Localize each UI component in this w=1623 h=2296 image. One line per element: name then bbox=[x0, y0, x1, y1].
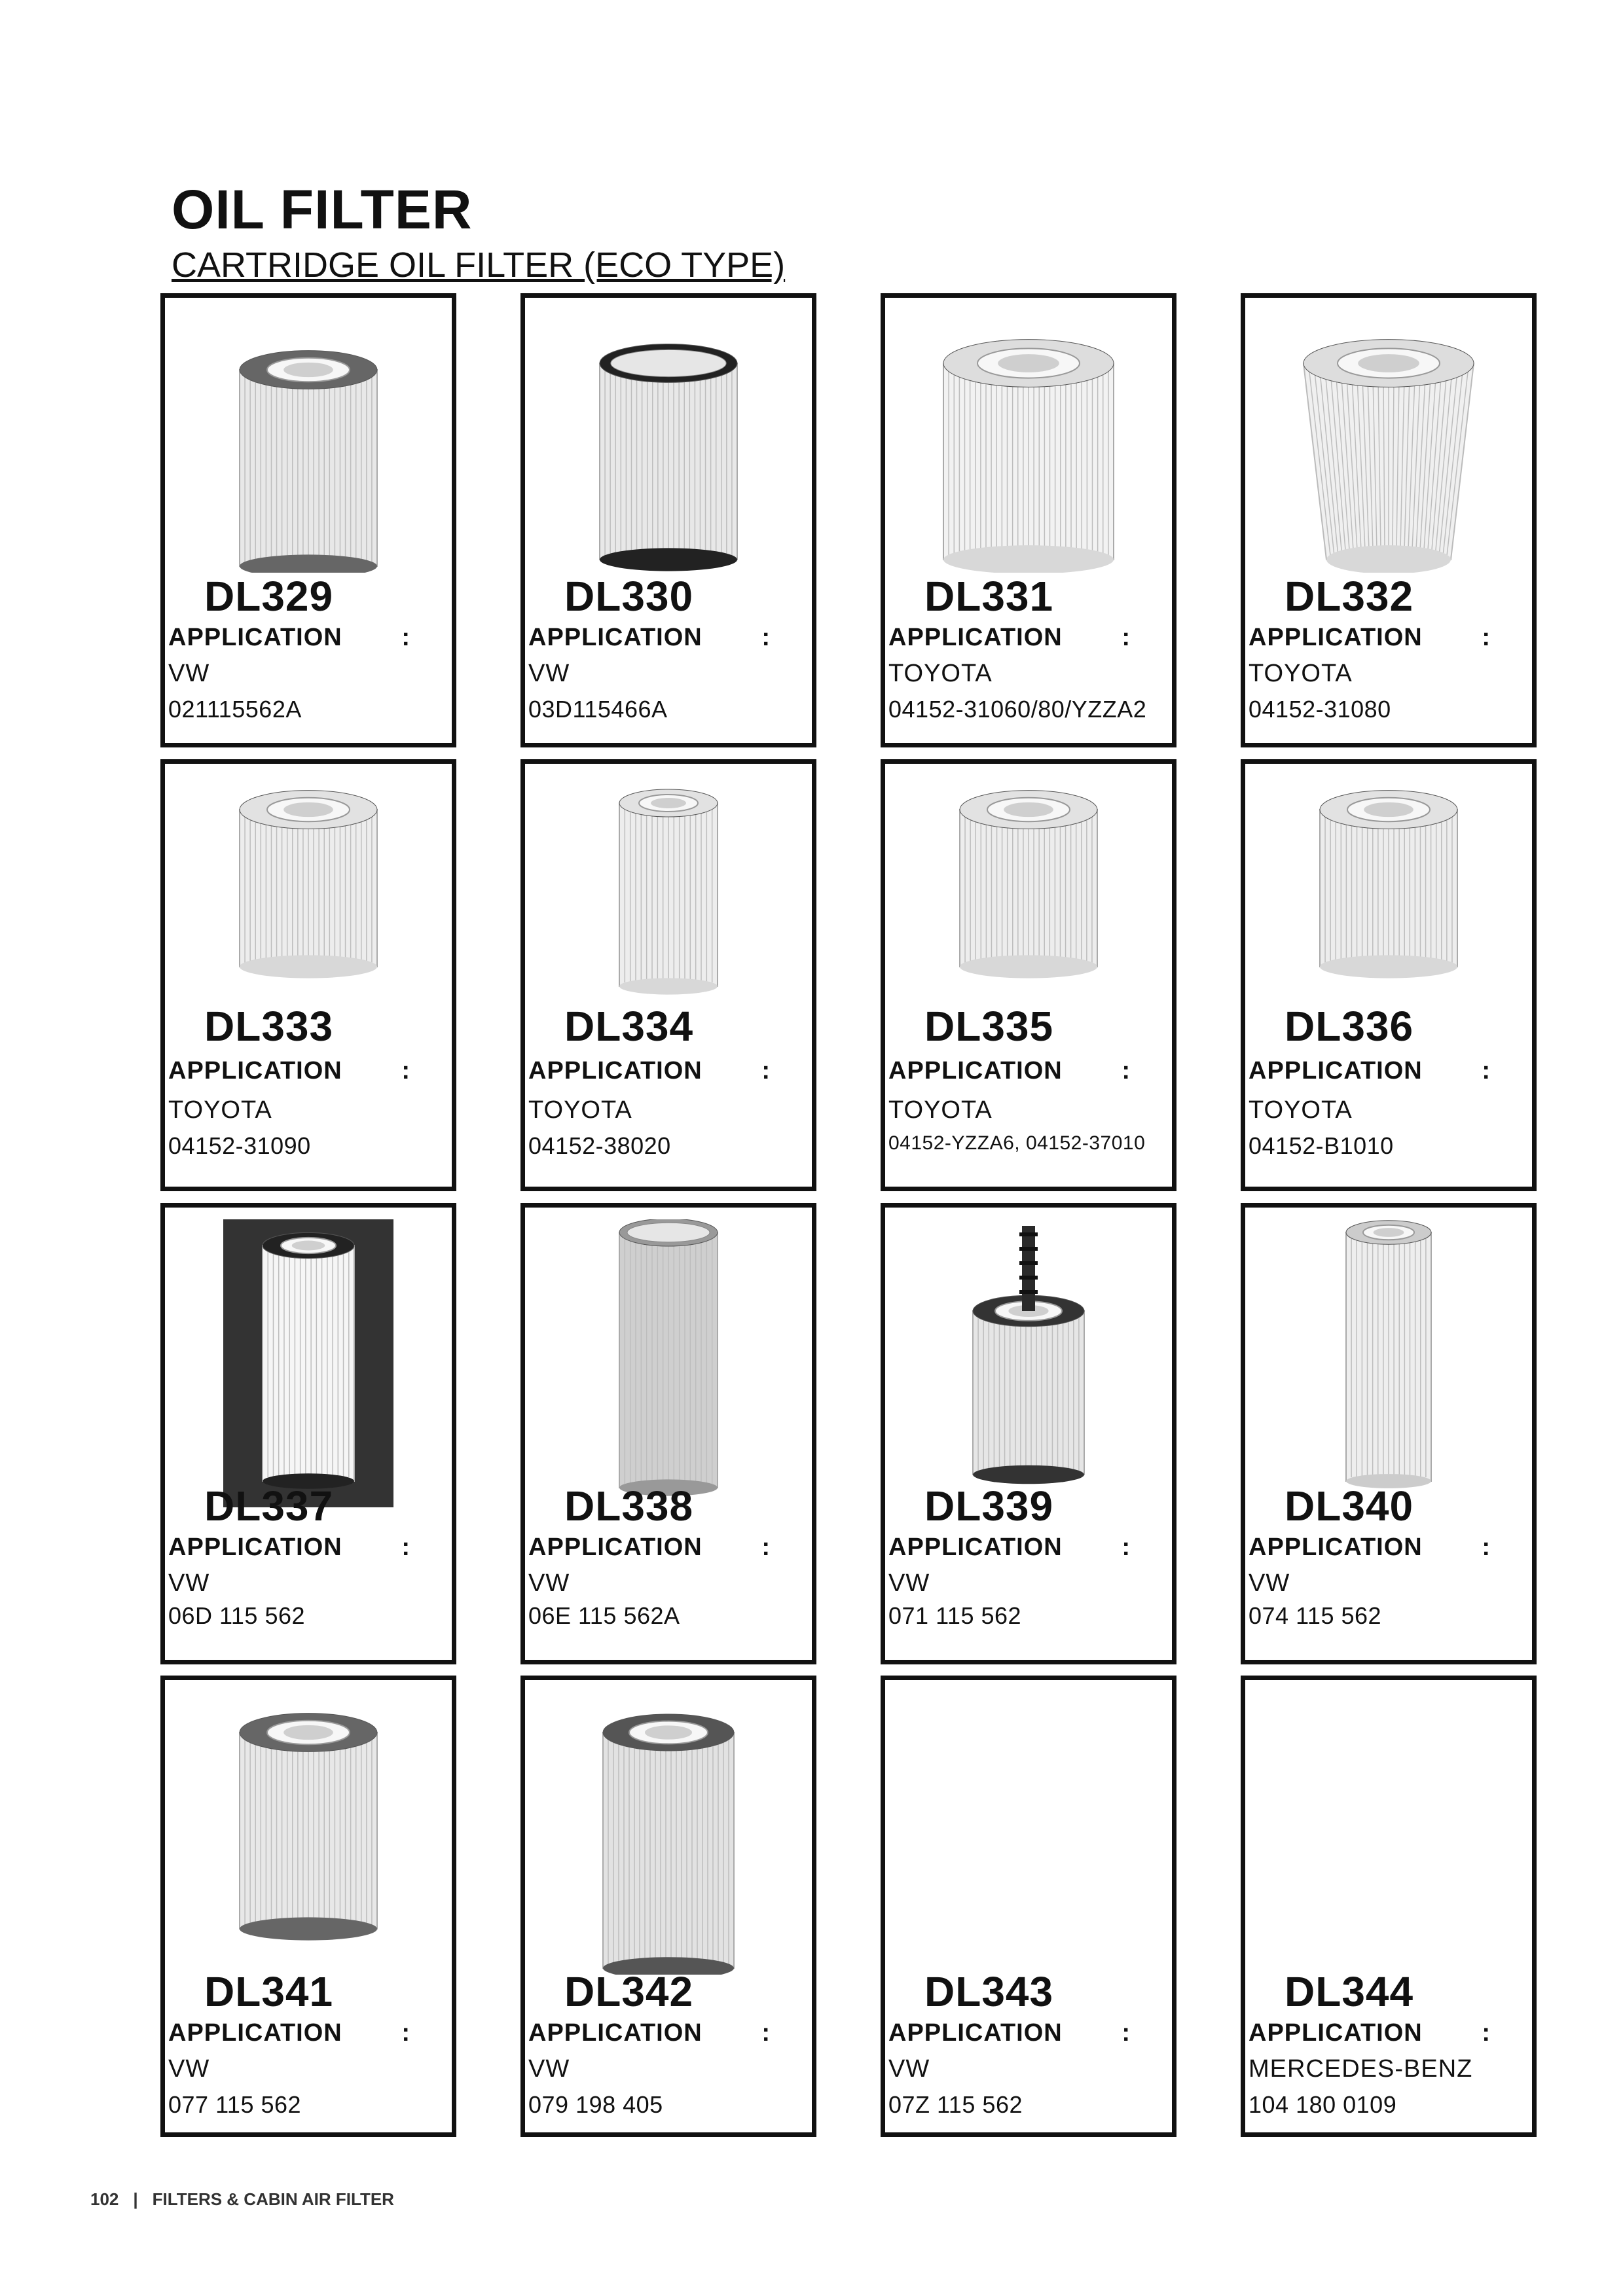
application-colon: : bbox=[1122, 1534, 1130, 1561]
oem-part-number: 077 115 562 bbox=[168, 2091, 302, 2118]
product-code: DL344 bbox=[1285, 1968, 1414, 2015]
product-code: DL337 bbox=[204, 1482, 334, 1530]
oem-part-number: 07Z 115 562 bbox=[888, 2091, 1023, 2118]
application-colon: : bbox=[1482, 624, 1490, 651]
application-colon: : bbox=[401, 1057, 410, 1085]
filter-image bbox=[930, 1219, 1127, 1507]
application-label: APPLICATION bbox=[888, 1057, 1063, 1085]
filter-image bbox=[570, 1700, 767, 1975]
application-label: APPLICATION bbox=[528, 1057, 702, 1085]
application-label: APPLICATION bbox=[168, 1534, 342, 1561]
application-colon: : bbox=[401, 1534, 410, 1561]
product-card bbox=[160, 293, 456, 747]
vehicle-make: VW bbox=[888, 2055, 930, 2083]
product-code: DL335 bbox=[924, 1003, 1054, 1050]
vehicle-make: VW bbox=[168, 660, 210, 687]
application-colon: : bbox=[1122, 624, 1130, 651]
filter-image bbox=[1290, 337, 1487, 573]
product-card bbox=[881, 1676, 1176, 2137]
page-footer bbox=[90, 2189, 394, 2210]
vehicle-make: MERCEDES-BENZ bbox=[1249, 2055, 1473, 2083]
vehicle-make: TOYOTA bbox=[888, 1096, 993, 1124]
application-label: APPLICATION bbox=[168, 1057, 342, 1085]
application-label: APPLICATION bbox=[1249, 2019, 1423, 2047]
application-colon: : bbox=[1482, 2019, 1490, 2047]
oem-part-number: 04152-31090 bbox=[168, 1132, 311, 1159]
product-card bbox=[1241, 759, 1537, 1191]
oem-part-number: 071 115 562 bbox=[888, 1602, 1022, 1629]
product-card bbox=[520, 1203, 816, 1664]
product-card bbox=[1241, 1203, 1537, 1664]
oem-part-number: 079 198 405 bbox=[528, 2091, 663, 2118]
application-label: APPLICATION bbox=[168, 2019, 342, 2047]
vehicle-make: VW bbox=[528, 2055, 570, 2083]
product-code: DL341 bbox=[204, 1968, 334, 2015]
filter-image bbox=[570, 337, 767, 573]
vehicle-make: VW bbox=[528, 1570, 570, 1597]
product-code: DL330 bbox=[564, 573, 694, 620]
application-colon: : bbox=[1122, 2019, 1130, 2047]
application-colon: : bbox=[761, 1534, 770, 1561]
product-card bbox=[160, 1203, 456, 1664]
product-code: DL329 bbox=[204, 573, 334, 620]
product-card bbox=[1241, 293, 1537, 747]
filter-image bbox=[210, 1700, 407, 1975]
product-card bbox=[160, 1676, 456, 2137]
oem-part-number: 03D115466A bbox=[528, 696, 668, 723]
oem-part-number: 021115562A bbox=[168, 696, 302, 723]
application-label: APPLICATION bbox=[528, 1534, 702, 1561]
application-label: APPLICATION bbox=[528, 2019, 702, 2047]
product-code: DL338 bbox=[564, 1482, 694, 1530]
oem-part-number: 074 115 562 bbox=[1249, 1602, 1382, 1629]
application-label: APPLICATION bbox=[168, 624, 342, 651]
application-colon: : bbox=[1122, 1057, 1130, 1085]
application-colon: : bbox=[401, 2019, 410, 2047]
product-code: DL340 bbox=[1285, 1482, 1414, 1530]
product-code: DL334 bbox=[564, 1003, 694, 1050]
oem-part-number: 04152-38020 bbox=[528, 1132, 671, 1159]
product-code: DL343 bbox=[924, 1968, 1054, 2015]
application-colon: : bbox=[401, 624, 410, 651]
oem-part-number: 04152-31080 bbox=[1249, 696, 1391, 723]
oem-part-number: 06D 115 562 bbox=[168, 1602, 306, 1629]
application-label: APPLICATION bbox=[1249, 1057, 1423, 1085]
oem-part-number: 104 180 0109 bbox=[1249, 2091, 1397, 2118]
filter-image bbox=[1290, 783, 1487, 1006]
product-code: DL331 bbox=[924, 573, 1054, 620]
vehicle-make: VW bbox=[168, 2055, 210, 2083]
filter-image bbox=[570, 1219, 767, 1507]
filter-image bbox=[210, 1219, 407, 1507]
footer-section: FILTERS & CABIN AIR FILTER bbox=[152, 2189, 394, 2209]
filter-image bbox=[570, 783, 767, 1006]
page-subtitle: CARTRIDGE OIL FILTER (ECO TYPE) bbox=[172, 245, 786, 285]
application-colon: : bbox=[761, 624, 770, 651]
filter-image bbox=[930, 783, 1127, 1006]
product-card bbox=[881, 759, 1176, 1191]
filter-image bbox=[210, 783, 407, 1006]
product-code: DL332 bbox=[1285, 573, 1414, 620]
vehicle-make: VW bbox=[888, 1570, 930, 1597]
product-code: DL336 bbox=[1285, 1003, 1414, 1050]
filter-image bbox=[1290, 1219, 1487, 1507]
vehicle-make: TOYOTA bbox=[888, 660, 993, 687]
oem-part-number: 04152-B1010 bbox=[1249, 1132, 1394, 1159]
product-code: DL333 bbox=[204, 1003, 334, 1050]
application-label: APPLICATION bbox=[888, 2019, 1063, 2047]
application-colon: : bbox=[1482, 1057, 1490, 1085]
vehicle-make: TOYOTA bbox=[1249, 660, 1353, 687]
vehicle-make: VW bbox=[528, 660, 570, 687]
filter-image bbox=[210, 337, 407, 573]
vehicle-make: TOYOTA bbox=[1249, 1096, 1353, 1124]
product-code: DL339 bbox=[924, 1482, 1054, 1530]
product-card bbox=[881, 1203, 1176, 1664]
application-label: APPLICATION bbox=[1249, 1534, 1423, 1561]
application-label: APPLICATION bbox=[888, 624, 1063, 651]
product-card bbox=[520, 1676, 816, 2137]
filter-image bbox=[930, 337, 1127, 573]
product-card bbox=[160, 759, 456, 1191]
product-card bbox=[1241, 1676, 1537, 2137]
product-card bbox=[520, 759, 816, 1191]
product-code: DL342 bbox=[564, 1968, 694, 2015]
application-label: APPLICATION bbox=[888, 1534, 1063, 1561]
application-colon: : bbox=[761, 1057, 770, 1085]
application-label: APPLICATION bbox=[528, 624, 702, 651]
application-colon: : bbox=[761, 2019, 770, 2047]
oem-part-number: 06E 115 562A bbox=[528, 1602, 680, 1629]
oem-part-number: 04152-31060/80/YZZA2 bbox=[888, 696, 1147, 723]
footer-separator: | bbox=[133, 2189, 138, 2209]
page-title: OIL FILTER bbox=[172, 179, 473, 240]
page-number: 102 bbox=[90, 2189, 119, 2209]
vehicle-make: TOYOTA bbox=[528, 1096, 632, 1124]
vehicle-make: VW bbox=[1249, 1570, 1290, 1597]
oem-part-number: 04152-YZZA6, 04152-37010 bbox=[888, 1132, 1146, 1154]
product-card bbox=[881, 293, 1176, 747]
product-card bbox=[520, 293, 816, 747]
vehicle-make: VW bbox=[168, 1570, 210, 1597]
application-colon: : bbox=[1482, 1534, 1490, 1561]
application-label: APPLICATION bbox=[1249, 624, 1423, 651]
vehicle-make: TOYOTA bbox=[168, 1096, 272, 1124]
